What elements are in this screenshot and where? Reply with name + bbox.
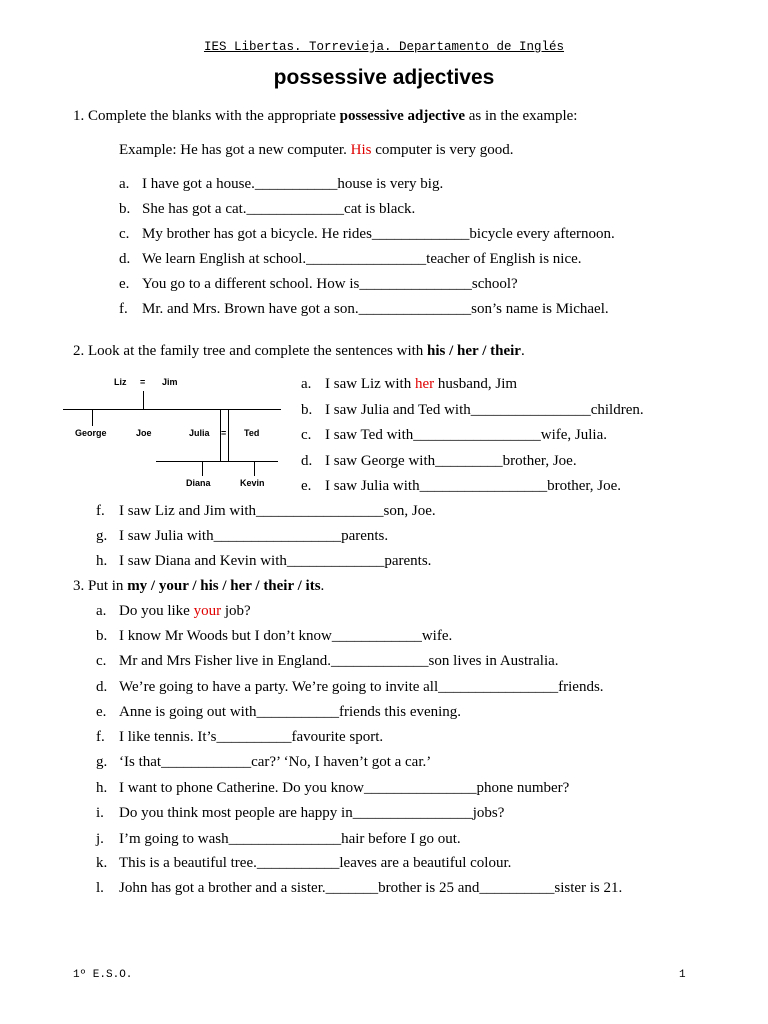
item-text: I’m going to wash_______________hair before I go out.	[119, 831, 461, 847]
item-text: Anne is going out with___________friends this evening.	[119, 704, 462, 720]
tree-line	[63, 409, 281, 410]
item-text: I have got a house.___________house is very big.	[142, 176, 444, 192]
item-marker: f.	[119, 301, 128, 317]
item-text-end: husband, Jim	[434, 376, 518, 392]
example-text-end: computer is very good.	[371, 142, 514, 158]
instruction-text: 3. Put in	[73, 578, 128, 594]
instruction-text-end: as in the example:	[465, 108, 578, 124]
tree-line	[254, 461, 255, 476]
item-marker: f.	[96, 729, 105, 745]
item-marker: e.	[119, 276, 130, 292]
tree-equals: =	[140, 377, 146, 387]
item-text-end: job?	[221, 603, 251, 619]
item-marker: d.	[119, 251, 131, 267]
item-text	[119, 603, 251, 620]
instruction-bold: possessive adjective	[339, 108, 466, 124]
item-marker: d.	[96, 679, 108, 695]
example-text: Example: He has got a new computer.	[119, 142, 351, 158]
item-text: You go to a different school. How is_______________school?	[142, 276, 518, 292]
item-text: I saw George with_________brother, Joe.	[325, 453, 577, 469]
item-marker: c.	[301, 427, 312, 443]
item-marker: h.	[96, 780, 108, 796]
item-text: I saw Julia with_________________parents.	[119, 528, 389, 544]
tree-line	[228, 409, 229, 461]
page-number: 1	[679, 969, 686, 981]
item-text: Mr. and Mrs. Brown have got a son._______________son’s name is Michael.	[142, 301, 609, 317]
item-text: My brother has got a bicycle. He rides_____________bicycle every afternoon.	[142, 226, 615, 242]
item-text: Mr and Mrs Fisher live in England._____________son lives in Australia.	[119, 653, 559, 669]
exercise-1-instruction	[73, 108, 577, 125]
item-marker: c.	[96, 653, 107, 669]
item-marker: a.	[96, 603, 107, 619]
item-marker: j.	[96, 831, 104, 847]
item-marker: e.	[301, 478, 312, 494]
instruction-text-end: .	[320, 578, 325, 594]
item-text-start: I saw Liz with	[325, 376, 415, 392]
tree-name-julia: Julia	[189, 428, 210, 438]
item-marker: b.	[96, 628, 108, 644]
item-marker: b.	[301, 402, 313, 418]
item-marker: a.	[119, 176, 130, 192]
tree-name-joe: Joe	[136, 428, 152, 438]
item-text: She has got a cat._____________cat is black.	[142, 201, 416, 217]
footer-course: 1º E.S.O.	[73, 969, 133, 981]
item-marker: l.	[96, 880, 104, 896]
item-text: This is a beautiful tree.___________leaves are a beautiful colour.	[119, 855, 512, 871]
tree-line	[156, 461, 278, 462]
tree-name-jim: Jim	[162, 377, 178, 387]
item-marker: f.	[96, 503, 105, 519]
item-text: I like tennis. It’s__________favourite sport.	[119, 729, 384, 745]
item-marker: d.	[301, 453, 313, 469]
item-text: I saw Julia and Ted with________________children.	[325, 402, 644, 418]
item-marker: i.	[96, 805, 104, 821]
item-marker: e.	[96, 704, 107, 720]
item-text: I saw Julia with_________________brother, Joe.	[325, 478, 622, 494]
exercise-3-instruction	[73, 578, 324, 595]
item-text: I saw Ted with_________________wife, Julia.	[325, 427, 607, 443]
example-answer: her	[414, 376, 435, 392]
item-text: John has got a brother and a sister._______brother is 25 and__________sister is 21.	[119, 880, 623, 896]
item-marker: h.	[96, 553, 108, 569]
item-marker: k.	[96, 855, 108, 871]
item-marker: b.	[119, 201, 131, 217]
tree-name-george: George	[75, 428, 107, 438]
item-text: I saw Diana and Kevin with_____________parents.	[119, 553, 432, 569]
item-marker: g.	[96, 528, 108, 544]
item-text-start: Do you like	[119, 603, 194, 619]
item-text	[325, 376, 517, 393]
tree-equals: =	[221, 428, 227, 438]
instruction-bold: my / your / his / her / their / its	[127, 578, 321, 594]
item-text: ‘Is that____________car?’ ‘No, I haven’t got a car.’	[119, 754, 432, 770]
tree-name-ted: Ted	[244, 428, 260, 438]
instruction-text-end: .	[520, 343, 525, 359]
item-marker: c.	[119, 226, 130, 242]
item-text: I want to phone Catherine. Do you know_______________phone number?	[119, 780, 570, 796]
instruction-text: 2. Look at the family tree and complete the sentences with	[73, 343, 428, 359]
tree-line	[92, 409, 93, 426]
school-header: IES Libertas. Torrevieja. Departamento de Inglés	[203, 40, 565, 54]
item-text: Do you think most people are happy in________________jobs?	[119, 805, 505, 821]
item-text: I know Mr Woods but I don’t know____________wife.	[119, 628, 453, 644]
instruction-text: 1. Complete the blanks with the appropriate	[73, 108, 340, 124]
tree-name-kevin: Kevin	[240, 478, 265, 488]
item-marker: a.	[301, 376, 312, 392]
exercise-1-example	[119, 142, 514, 159]
tree-line	[202, 461, 203, 476]
page-title: possessive adjectives	[273, 66, 495, 89]
item-text: We’re going to have a party. We’re going to invite all________________friends.	[119, 679, 604, 695]
example-answer: your	[193, 603, 222, 619]
item-marker: g.	[96, 754, 108, 770]
item-text: I saw Liz and Jim with_________________son, Joe.	[119, 503, 436, 519]
example-answer: His	[350, 142, 372, 158]
tree-line	[143, 391, 144, 409]
item-text: We learn English at school.________________teacher of English is nice.	[142, 251, 582, 267]
instruction-bold: his / her / their	[427, 343, 521, 359]
exercise-2-instruction	[73, 343, 525, 360]
tree-name-diana: Diana	[186, 478, 211, 488]
tree-name-liz: Liz	[114, 377, 127, 387]
